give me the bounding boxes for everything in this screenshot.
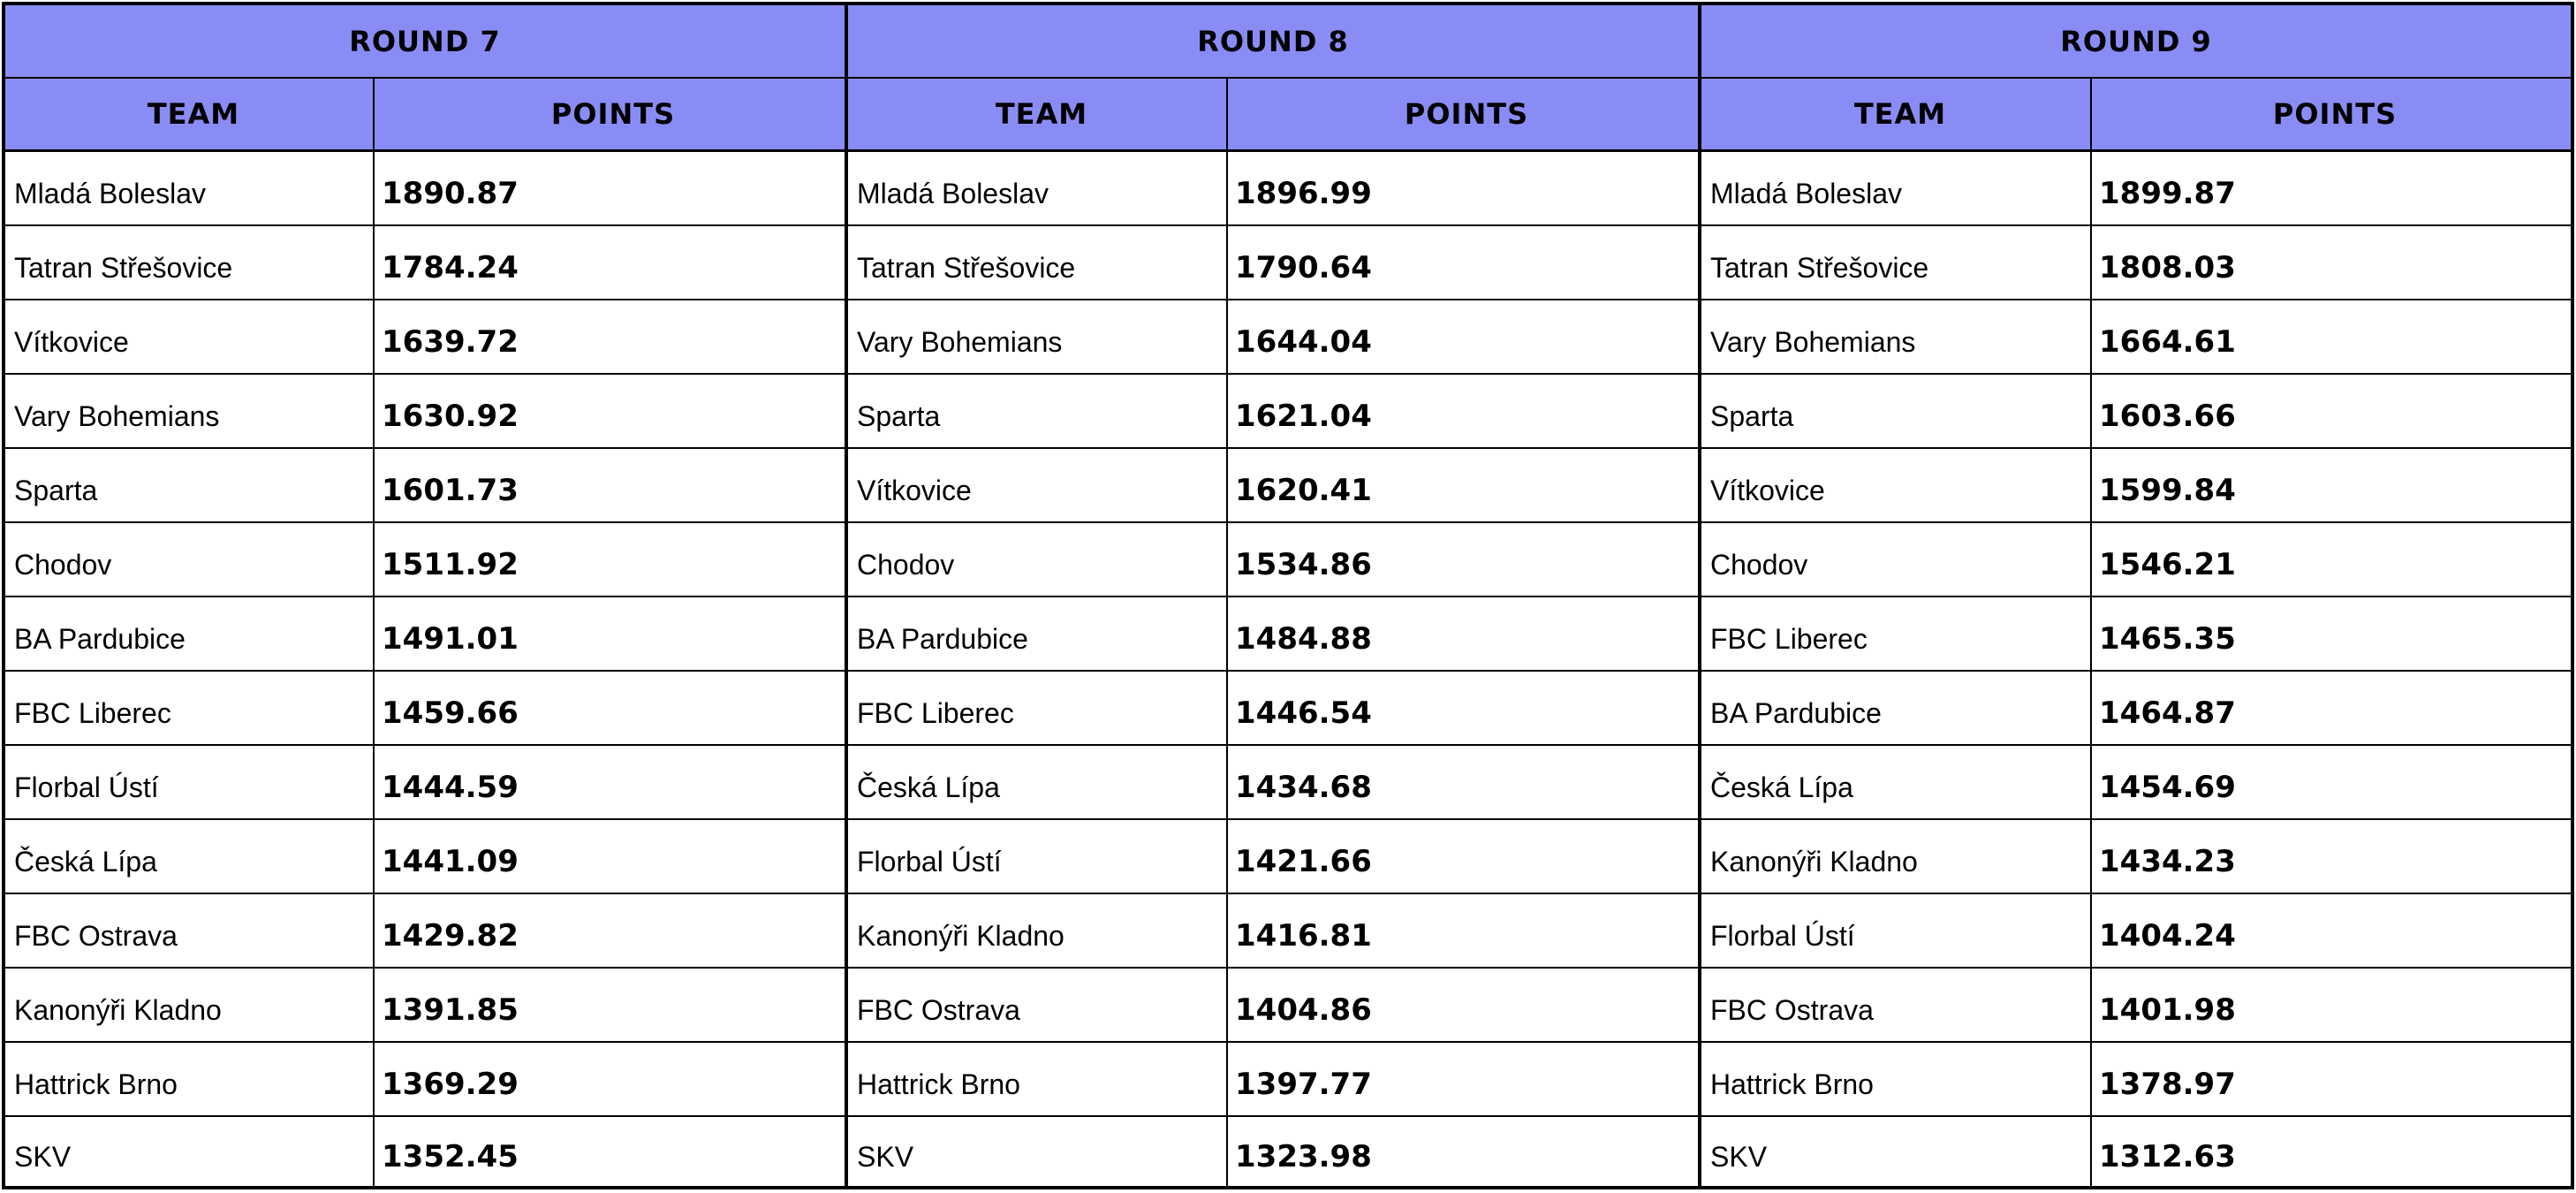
table-row <box>1701 523 2571 597</box>
round-block-9 <box>1701 5 2571 1186</box>
team-name-cell: Mladá Boleslav <box>1701 152 2092 224</box>
table-row <box>848 820 1698 894</box>
round-block-8 <box>848 5 1701 1186</box>
table-row <box>1701 746 2571 820</box>
table-row <box>848 152 1698 226</box>
points-cell: 1620.41 <box>1235 473 1372 508</box>
table-body <box>5 152 845 1186</box>
points-cell: 1899.87 <box>2099 176 2236 211</box>
table-row <box>848 1043 1698 1117</box>
points-cell: 1441.09 <box>382 844 519 879</box>
points-cell: 1790.64 <box>1235 250 1372 285</box>
table-row <box>5 449 845 523</box>
team-name-cell: FBC Ostrava <box>848 969 1228 1041</box>
table-row <box>1701 300 2571 375</box>
round-title: ROUND 9 <box>1701 5 2571 79</box>
team-name-cell: Vary Bohemians <box>5 375 375 447</box>
table-row <box>848 969 1698 1043</box>
table-row <box>1701 1043 2571 1117</box>
team-name-cell: Vary Bohemians <box>1701 300 2092 373</box>
team-column-header: TEAM <box>1701 79 2092 149</box>
team-name-cell: Sparta <box>5 449 375 521</box>
points-cell: 1444.59 <box>382 770 519 805</box>
table-row <box>5 300 845 375</box>
round-block-7 <box>5 5 848 1186</box>
points-cell: 1369.29 <box>382 1067 519 1102</box>
table-row <box>5 152 845 226</box>
team-name-cell: SKV <box>848 1117 1228 1186</box>
points-cell: 1896.99 <box>1235 176 1372 211</box>
table-row <box>848 1117 1698 1186</box>
points-cell: 1429.82 <box>382 918 519 954</box>
team-name-cell: Chodov <box>848 523 1228 596</box>
table-row <box>848 375 1698 449</box>
team-name-cell: Vítkovice <box>1701 449 2092 521</box>
points-cell: 1446.54 <box>1235 695 1372 731</box>
team-name-cell: Česká Lípa <box>848 746 1228 818</box>
team-name-cell: Vítkovice <box>848 449 1228 521</box>
team-name-cell: Tatran Střešovice <box>848 226 1228 299</box>
team-name-cell: FBC Ostrava <box>5 894 375 967</box>
team-name-cell: SKV <box>1701 1117 2092 1186</box>
points-cell: 1784.24 <box>382 250 519 285</box>
team-name-cell: Mladá Boleslav <box>848 152 1228 224</box>
points-column-header: POINTS <box>550 97 676 131</box>
points-cell: 1404.24 <box>2099 918 2236 954</box>
team-name-cell: Česká Lípa <box>5 820 375 893</box>
team-name-cell: Hattrick Brno <box>5 1043 375 1115</box>
team-name-cell: Hattrick Brno <box>1701 1043 2092 1115</box>
points-cell: 1352.45 <box>382 1139 519 1174</box>
team-name-cell: SKV <box>5 1117 375 1186</box>
team-name-cell: BA Pardubice <box>5 597 375 670</box>
points-cell: 1401.98 <box>2099 992 2236 1028</box>
table-row <box>848 894 1698 969</box>
table-row <box>5 746 845 820</box>
round-title: ROUND 7 <box>5 5 845 79</box>
table-row <box>848 746 1698 820</box>
table-row <box>1701 449 2571 523</box>
table-row <box>1701 820 2571 894</box>
team-name-cell: FBC Ostrava <box>1701 969 2092 1041</box>
table-row <box>1701 969 2571 1043</box>
points-cell: 1434.23 <box>2099 844 2236 879</box>
round-title: ROUND 8 <box>848 5 1698 79</box>
table-row <box>848 523 1698 597</box>
points-cell: 1890.87 <box>382 176 519 211</box>
table-row <box>5 820 845 894</box>
points-cell: 1464.87 <box>2099 695 2236 731</box>
table-row <box>5 226 845 300</box>
points-cell: 1601.73 <box>382 473 519 508</box>
team-name-cell: Kanonýři Kladno <box>5 969 375 1041</box>
points-cell: 1454.69 <box>2099 770 2236 805</box>
team-name-cell: Florbal Ústí <box>5 746 375 818</box>
points-cell: 1603.66 <box>2099 399 2236 434</box>
team-name-cell: Florbal Ústí <box>848 820 1228 893</box>
table-row <box>5 375 845 449</box>
team-name-cell: Vítkovice <box>5 300 375 373</box>
points-cell: 1808.03 <box>2099 250 2236 285</box>
table-row <box>1701 597 2571 672</box>
table-body <box>848 152 1698 1186</box>
team-name-cell: Mladá Boleslav <box>5 152 375 224</box>
team-name-cell: Tatran Střešovice <box>1701 226 2092 299</box>
team-name-cell: BA Pardubice <box>1701 672 2092 744</box>
table-row <box>1701 375 2571 449</box>
table-row <box>5 894 845 969</box>
standings-table <box>2 2 2574 1189</box>
table-row <box>5 672 845 746</box>
table-row <box>848 226 1698 300</box>
points-cell: 1664.61 <box>2099 324 2236 360</box>
points-cell: 1459.66 <box>382 695 519 731</box>
team-name-cell: FBC Liberec <box>5 672 375 744</box>
team-name-cell: Kanonýři Kladno <box>848 894 1228 967</box>
points-cell: 1397.77 <box>1235 1067 1372 1102</box>
team-name-cell: Česká Lípa <box>1701 746 2092 818</box>
points-cell: 1534.86 <box>1235 547 1372 582</box>
team-name-cell: BA Pardubice <box>848 597 1228 670</box>
table-row <box>848 672 1698 746</box>
points-cell: 1312.63 <box>2099 1139 2236 1174</box>
table-row <box>1701 672 2571 746</box>
team-name-cell: Hattrick Brno <box>848 1043 1228 1115</box>
column-header-row <box>848 79 1698 152</box>
table-row <box>5 523 845 597</box>
points-cell: 1484.88 <box>1235 621 1372 657</box>
points-cell: 1644.04 <box>1235 324 1372 360</box>
table-row <box>5 597 845 672</box>
team-column-header: TEAM <box>848 79 1228 149</box>
points-cell: 1491.01 <box>382 621 519 657</box>
points-cell: 1323.98 <box>1235 1139 1372 1174</box>
team-name-cell: FBC Liberec <box>1701 597 2092 670</box>
points-cell: 1391.85 <box>382 992 519 1028</box>
points-column-header: POINTS <box>2272 97 2398 131</box>
table-row <box>1701 1117 2571 1186</box>
table-row <box>848 300 1698 375</box>
team-name-cell: Florbal Ústí <box>1701 894 2092 967</box>
points-cell: 1416.81 <box>1235 918 1372 954</box>
points-cell: 1639.72 <box>382 324 519 360</box>
table-row <box>5 1117 845 1186</box>
table-row <box>1701 226 2571 300</box>
team-name-cell: Chodov <box>5 523 375 596</box>
team-name-cell: Vary Bohemians <box>848 300 1228 373</box>
team-name-cell: Sparta <box>848 375 1228 447</box>
table-row <box>848 449 1698 523</box>
points-cell: 1421.66 <box>1235 844 1372 879</box>
team-name-cell: Tatran Střešovice <box>5 226 375 299</box>
table-row <box>848 597 1698 672</box>
table-row <box>5 1043 845 1117</box>
team-name-cell: FBC Liberec <box>848 672 1228 744</box>
team-column-header: TEAM <box>5 79 375 149</box>
points-cell: 1546.21 <box>2099 547 2236 582</box>
points-cell: 1599.84 <box>2099 473 2236 508</box>
points-column-header: POINTS <box>1404 97 1529 131</box>
points-cell: 1630.92 <box>382 399 519 434</box>
table-body <box>1701 152 2571 1186</box>
column-header-row <box>1701 79 2571 152</box>
table-row <box>5 969 845 1043</box>
points-cell: 1621.04 <box>1235 399 1372 434</box>
points-cell: 1378.97 <box>2099 1067 2236 1102</box>
points-cell: 1434.68 <box>1235 770 1372 805</box>
team-name-cell: Chodov <box>1701 523 2092 596</box>
column-header-row <box>5 79 845 152</box>
points-cell: 1404.86 <box>1235 992 1372 1028</box>
team-name-cell: Kanonýři Kladno <box>1701 820 2092 893</box>
table-row <box>1701 894 2571 969</box>
table-row <box>1701 152 2571 226</box>
team-name-cell: Sparta <box>1701 375 2092 447</box>
points-cell: 1511.92 <box>382 547 519 582</box>
points-cell: 1465.35 <box>2099 621 2236 657</box>
